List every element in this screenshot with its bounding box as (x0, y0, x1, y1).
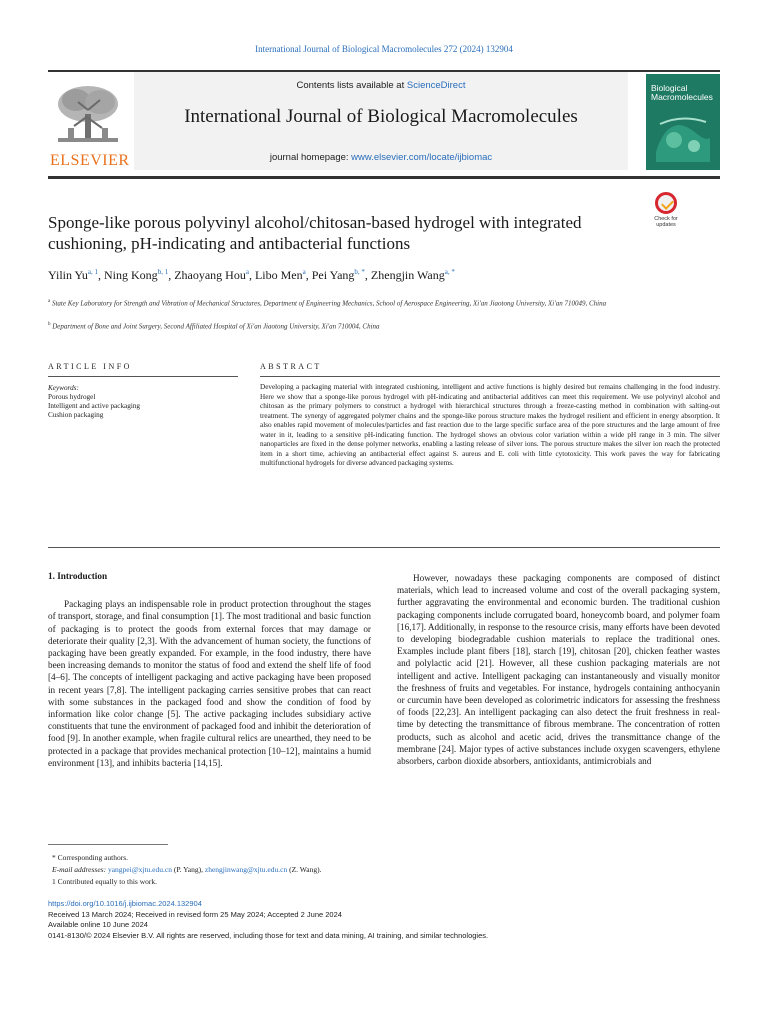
journal-reference[interactable]: International Journal of Biological Macromolecules 272 (2024) 132904 (255, 44, 513, 54)
check-updates-icon (655, 192, 677, 214)
abstract-heading: ABSTRACT (260, 362, 322, 371)
affiliation-text: Department of Bone and Joint Surgery, Second Affiliated Hospital of Xi'an Jiaotong University, Xi'an 710004, China (52, 322, 380, 331)
email-owner: (P. Yang), (171, 865, 205, 874)
affiliation-mark: a (48, 299, 51, 304)
tree-logo-icon (48, 80, 128, 148)
email-note (52, 864, 712, 876)
elsevier-logo (48, 80, 128, 168)
author[interactable]: Zhaoyang Hou (174, 268, 246, 282)
author[interactable]: Libo Men (254, 268, 303, 282)
publisher-name: ELSEVIER (50, 152, 130, 169)
masthead-rule (48, 176, 720, 179)
article-info-rule (48, 376, 238, 377)
body-paragraph: However, nowadays these packaging components are composed of distinct materials, which lead to increased volume and cost of the overall packaging system, further aggravating the environmental and economic burden. The traditional cushion packaging components include corrugated board, honeycomb board, and polymer foam [16,17]. Additionally, in response to the resource crisis, many efforts have been devoted to developing biodegradable cushion materials to replace the traditional ones. Examples include plant fibers [18], starch [19], chitosan [20], chicken feather wastes and polylactic acid [21]. However, all these cushion packaging materials are not intelligent and active. Intelligent packaging can instantaneously and visually monitor the freshness of fruits and vegetables. For instance, hydrogels containing anthocyanin or curcumin have been developed as colorimetric indicators for assessing the freshness of foods [22,23]. An intelligent packaging can also detect the fruit freshness in real-time by detecting the transmittance of fibrous membrane. The concentration of rotten products, such as alcohol and acetic acid, drives the transmittance change of the membrane [24]. Major types of active substances include oxygen scavengers, ethylene absorbers, carbon dioxide absorbers, antioxidants, antimicrobials and (397, 573, 720, 767)
author[interactable]: Pei Yang (311, 268, 355, 282)
journal-title: International Journal of Biological Macromolecules (184, 106, 578, 127)
body-top-rule (48, 547, 720, 548)
email-owner: (Z. Wang). (287, 865, 322, 874)
email-link-wang[interactable]: zhengjinwang@xjtu.edu.cn (204, 865, 288, 874)
homepage-line (134, 152, 628, 163)
keyword-item: Cushion packaging (48, 411, 104, 419)
footnote-rule (48, 844, 168, 845)
contents-prefix: Contents lists available at (296, 80, 407, 91)
equal-contribution-note: 1 Contributed equally to this work. (52, 877, 157, 886)
doi-link[interactable]: https://doi.org/10.1016/j.ijbiomac.2024.132904 (48, 899, 202, 908)
keywords-label: Keywords: (48, 384, 79, 392)
author-separator: , (98, 268, 105, 282)
masthead (48, 70, 720, 170)
author-separator: , (364, 268, 371, 282)
homepage-link[interactable]: www.elsevier.com/locate/ijbiomac (351, 152, 493, 163)
cover-title: Biological Macromolecules (651, 83, 713, 102)
email-link-yang[interactable]: yangpei@xjtu.edu.cn (107, 865, 172, 874)
keywords-block (48, 384, 238, 420)
abstract-rule (260, 376, 720, 377)
check-updates-label: Check for updates (654, 216, 678, 228)
author-list (48, 268, 720, 283)
article-info-heading: ARTICLE INFO (48, 362, 132, 371)
check-for-updates-badge[interactable] (646, 192, 686, 232)
article-meta (48, 899, 720, 941)
affiliation-mark: b (48, 322, 51, 327)
affiliation-a (48, 296, 648, 309)
affiliation-b (48, 319, 648, 332)
journal-cover[interactable] (646, 74, 720, 170)
author-affil-mark[interactable]: b, * (354, 268, 365, 276)
received-dates: Received 13 March 2024; Received in revised form 25 May 2024; Accepted 2 June 2024 (48, 909, 342, 919)
email-label: E-mail addresses: (52, 865, 108, 874)
author-affil-mark[interactable]: a (302, 268, 306, 276)
introduction-heading: 1. Introduction (48, 571, 108, 581)
author-separator: , (305, 268, 312, 282)
keyword-item: Porous hydrogel (48, 393, 96, 401)
author-affil-mark[interactable]: a (245, 268, 249, 276)
body-column-right (397, 572, 720, 767)
masthead-center (134, 72, 628, 170)
affiliation-text: State Key Laboratory for Strength and Vibration of Mechanical Structures, Department of Engineering Mechanics, School of Aerospace Engineering, Xi'an Jiaotong University, Xi'an 710049, China (51, 299, 607, 308)
author-separator: , (248, 268, 255, 282)
corresponding-note: * Corresponding authors. (52, 853, 129, 862)
footnotes (52, 852, 712, 888)
body-column-left (48, 570, 371, 769)
copyright-line: 0141-8130/© 2024 Elsevier B.V. All rights are reserved, including those for text and data mining, AI training, and similar technologies. (48, 930, 489, 940)
available-online: Available online 10 June 2024 (48, 920, 148, 929)
body-paragraph: Packaging plays an indispensable role in product protection throughout the stages of transport, storage, and final consumption [1]. The most traditional and basic function of packaging is to protect the goods from external forces that may damage or deteriorate their quality [2,3]. With the advancement of human society, the functions of packaging have been greatly expanded. For example, in the food industry, there have been increasing demands to monitor the status of food and extend the shelf life of food [4–6]. The concepts of intelligent packaging and active packaging have been proposed in recent years [7,8]. The intelligent packaging carries sensitive probes that can react with some substances in the packaged food and show the condition of food by information like color change [5]. The active packaging includes subsidiary active constituents that tune the environment of packaged food and inhibit the deterioration of food [9]. In another example, when fragile cultural relics are unearthed, they need to be protected in a package that provides mechanical protection [10–12], maintains a humid environment [13], and inhibits bacteria [14,15]. (48, 599, 371, 768)
abstract-text: Developing a packaging material with integrated cushioning, intelligent and active functions is highly desired but remains challenging in the food industry. Here we show that a sponge-like porous hydrogel with pH-indicating and antibacterial additives can meet this requirement. We use polyvinyl alcohol and chitosan as the primary polymers to construct a hydrogel with hierarchical structures through a freeze-casting method in combination with salting-out treatment. The synergy of aggregated polymer chains and the sponge-like porous structure makes the hydrogel resilient and efficient in energy absorption. It also enables rapid movement of molecules/particles and fast reaction due to the large specific surface area of the pore structures and the large amount of free water in it, leading to a sensitive pH-indicating function. The hydrogel shows an obvious color variation within a wide pH range in 3 min. The silver nanoparticles are fixed in the dense polymer networks, enabling a lasting release of silver ions. The porous structure makes the silver ion reach the protected item in a short time, achieving an antibacterial effect against S. aureus and E. coli with little cytotoxicity. This work paves the way for fabricating multifunctional hydrogels for diverse advanced packaging systems. (260, 383, 720, 467)
author[interactable]: Ning Kong (104, 268, 158, 282)
sciencedirect-link[interactable]: ScienceDirect (406, 80, 466, 91)
author[interactable]: Yilin Yu (48, 268, 88, 282)
author-separator: , (168, 268, 175, 282)
author-affil-mark[interactable]: a, * (444, 268, 455, 276)
keyword-item: Intelligent and active packaging (48, 402, 141, 410)
paper-title: Sponge-like porous polyvinyl alcohol/chitosan-based hydrogel with integrated cushioning, pH-indicating and antibacterial functions (48, 213, 582, 253)
cover-art-icon (652, 112, 714, 164)
author-affil-mark[interactable]: b, 1 (157, 268, 169, 276)
author[interactable]: Zhengjin Wang (370, 268, 445, 282)
contents-line (134, 80, 628, 91)
homepage-prefix: journal homepage: (269, 152, 352, 163)
author-affil-mark[interactable]: a, 1 (87, 268, 99, 276)
